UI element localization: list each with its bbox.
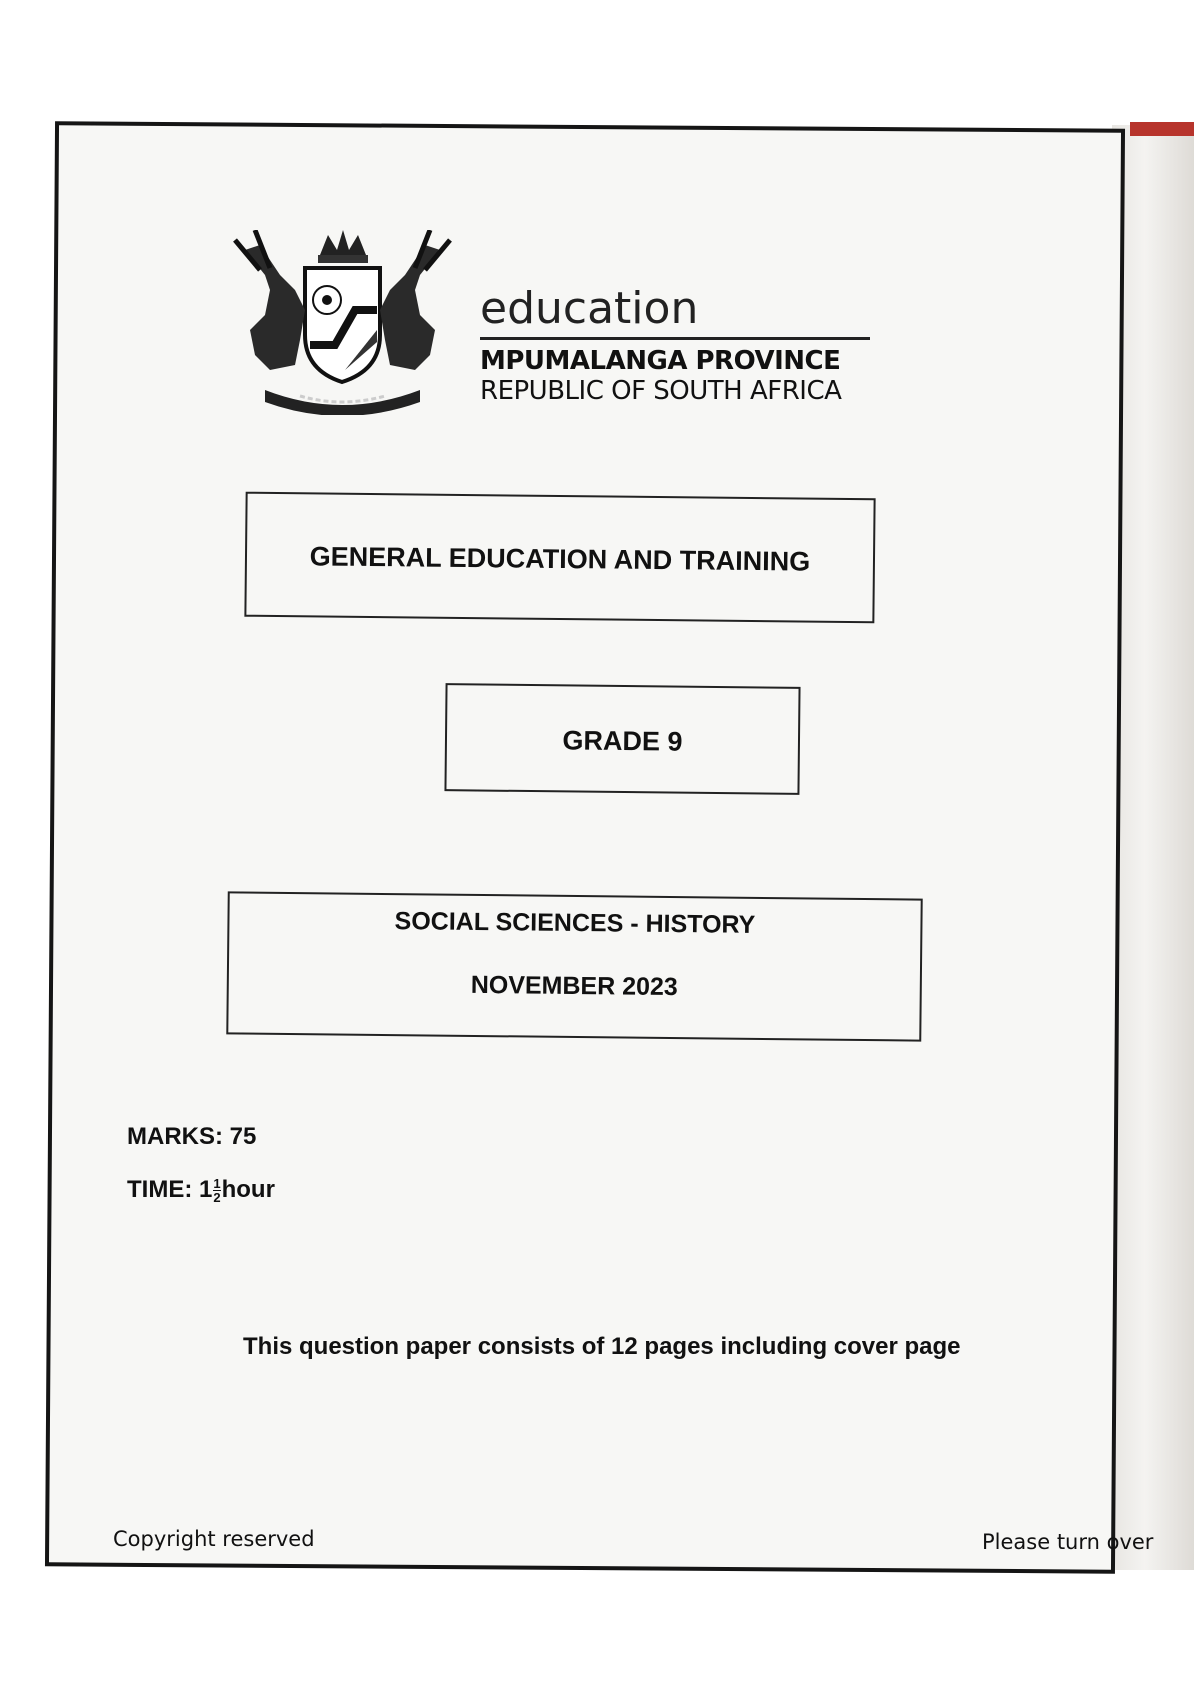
marks-value: 75 [229,1123,257,1150]
footer-turn-over: Please turn over [982,1530,1154,1554]
time-numerator: 1 [213,1176,221,1192]
time-denominator: 2 [213,1190,221,1206]
subject-title: SOCIAL SCIENCES - HISTORY [394,907,756,939]
pages-note: This question paper consists of 12 pages including cover page [243,1333,961,1360]
marks-info [127,1123,256,1151]
country-name: REPUBLIC OF SOUTH AFRICA [480,376,842,406]
marks-label: MARKS: [127,1123,223,1150]
brand-word: education [480,283,699,334]
subject-box [226,891,922,1041]
paper-stack-edge [1112,125,1194,1570]
page-header [225,230,875,420]
phase-box [244,492,875,624]
phase-title: GENERAL EDUCATION AND TRAINING [309,541,811,577]
footer-copyright: Copyright reserved [113,1527,315,1551]
paper-stack-tab [1130,122,1194,136]
time-fraction [213,1177,220,1204]
coat-of-arms-logo [225,230,460,415]
time-label: TIME: [127,1176,193,1203]
grade-box [444,683,800,795]
province-name: MPUMALANGA PROVINCE [480,346,841,376]
time-unit: hour [221,1176,275,1203]
grade-title: GRADE 9 [562,725,683,757]
session-title: NOVEMBER 2023 [470,970,678,1002]
brand-divider [480,337,870,340]
time-whole: 1 [199,1176,213,1203]
brand-block [480,285,870,406]
time-info [127,1176,275,1204]
